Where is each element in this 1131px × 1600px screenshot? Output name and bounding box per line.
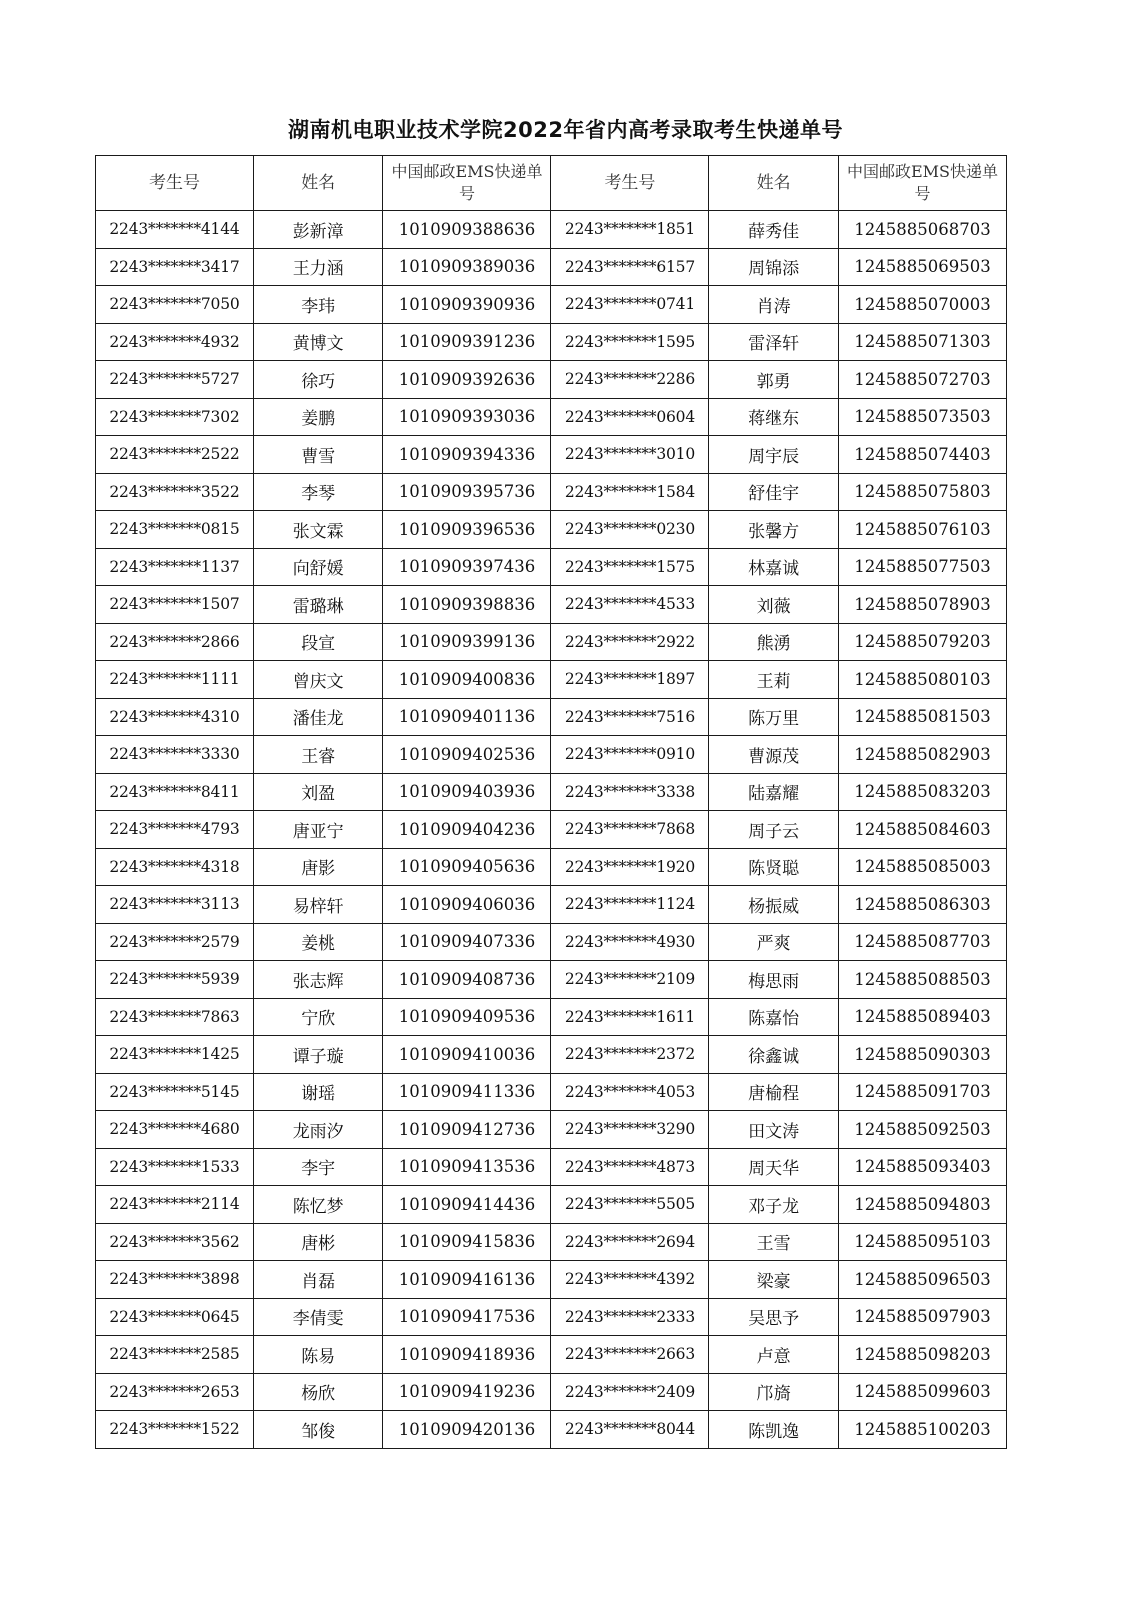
tracking-number-cell: 1010909416136 [383, 1261, 551, 1299]
tracking-number-cell: 1010909417536 [383, 1298, 551, 1336]
exam-number-cell: 2243*******4392 [551, 1261, 709, 1299]
student-name-cell: 张馨方 [709, 511, 839, 549]
tracking-number-cell: 1245885075803 [838, 473, 1006, 511]
student-name-cell: 向舒媛 [253, 548, 383, 586]
tracking-number-cell: 1245885076103 [838, 511, 1006, 549]
tracking-number-cell: 1010909410036 [383, 1036, 551, 1074]
student-name-cell: 王睿 [253, 736, 383, 774]
tracking-number-cell: 1245885072703 [838, 361, 1006, 399]
tracking-number-cell: 1245885078903 [838, 586, 1006, 624]
tracking-number-cell: 1245885088503 [838, 961, 1006, 999]
exam-number-cell: 2243*******3562 [96, 1223, 254, 1261]
tracking-number-cell: 1245885084603 [838, 811, 1006, 849]
table-row [96, 1186, 1007, 1224]
student-name-cell: 邝旖 [709, 1373, 839, 1411]
tracking-number-cell: 1010909400836 [383, 661, 551, 699]
exam-number-cell: 2243*******4932 [96, 323, 254, 361]
header-ems-tracking-number: 中国邮政EMS快递单号 [383, 156, 551, 211]
tracking-number-cell: 1245885071303 [838, 323, 1006, 361]
table-row [96, 961, 1007, 999]
exam-number-cell: 2243*******5145 [96, 1073, 254, 1111]
student-name-cell: 张文霖 [253, 511, 383, 549]
tracking-number-cell: 1245885080103 [838, 661, 1006, 699]
exam-number-cell: 2243*******2866 [96, 623, 254, 661]
exam-number-cell: 2243*******3113 [96, 886, 254, 924]
tracking-number-cell: 1245885068703 [838, 211, 1006, 249]
student-name-cell: 邓子龙 [709, 1186, 839, 1224]
exam-number-cell: 2243*******4533 [551, 586, 709, 624]
exam-number-cell: 2243*******2522 [96, 436, 254, 474]
student-name-cell: 姜鹏 [253, 398, 383, 436]
student-name-cell: 唐亚宁 [253, 811, 383, 849]
table-row [96, 286, 1007, 324]
student-name-cell: 刘薇 [709, 586, 839, 624]
tracking-number-cell: 1010909396536 [383, 511, 551, 549]
tracking-number-cell: 1010909401136 [383, 698, 551, 736]
tracking-number-cell: 1010909412736 [383, 1111, 551, 1149]
exam-number-cell: 2243*******3010 [551, 436, 709, 474]
student-name-cell: 郭勇 [709, 361, 839, 399]
tracking-number-cell: 1010909415836 [383, 1223, 551, 1261]
tracking-number-cell: 1245885081503 [838, 698, 1006, 736]
table-row [96, 398, 1007, 436]
tracking-number-cell: 1010909404236 [383, 811, 551, 849]
student-name-cell: 林嘉诚 [709, 548, 839, 586]
tracking-number-cell: 1245885074403 [838, 436, 1006, 474]
tracking-number-cell: 1010909393036 [383, 398, 551, 436]
exam-number-cell: 2243*******1595 [551, 323, 709, 361]
tracking-number-cell: 1245885098203 [838, 1336, 1006, 1374]
exam-number-cell: 2243*******2694 [551, 1223, 709, 1261]
tracking-number-cell: 1245885090303 [838, 1036, 1006, 1074]
student-name-cell: 宁欣 [253, 998, 383, 1036]
table-row [96, 661, 1007, 699]
table-row [96, 323, 1007, 361]
exam-number-cell: 2243*******2333 [551, 1298, 709, 1336]
student-name-cell: 田文涛 [709, 1111, 839, 1149]
exam-number-cell: 2243*******3338 [551, 773, 709, 811]
exam-number-cell: 2243*******1851 [551, 211, 709, 249]
table-row [96, 248, 1007, 286]
student-name-cell: 薛秀佳 [709, 211, 839, 249]
table-row [96, 1373, 1007, 1411]
exam-number-cell: 2243*******4310 [96, 698, 254, 736]
tracking-number-cell: 1010909418936 [383, 1336, 551, 1374]
exam-number-cell: 2243*******7516 [551, 698, 709, 736]
student-name-cell: 曹源茂 [709, 736, 839, 774]
header-exam-number: 考生号 [96, 156, 254, 211]
tracking-number-cell: 1245885087703 [838, 923, 1006, 961]
table-row [96, 548, 1007, 586]
exam-number-cell: 2243*******2922 [551, 623, 709, 661]
table-row [96, 698, 1007, 736]
student-name-cell: 陈易 [253, 1336, 383, 1374]
exam-number-cell: 2243*******1584 [551, 473, 709, 511]
tracking-number-cell: 1010909402536 [383, 736, 551, 774]
tracking-number-cell: 1245885082903 [838, 736, 1006, 774]
tracking-number-cell: 1010909388636 [383, 211, 551, 249]
table-row [96, 773, 1007, 811]
document-title: 湖南机电职业技术学院2022年省内高考录取考生快递单号 [288, 118, 843, 142]
student-name-cell: 陈忆梦 [253, 1186, 383, 1224]
tracking-number-cell: 1245885095103 [838, 1223, 1006, 1261]
tracking-number-cell: 1010909407336 [383, 923, 551, 961]
tracking-number-cell: 1010909389036 [383, 248, 551, 286]
tracking-number-cell: 1245885086303 [838, 886, 1006, 924]
student-name-cell: 徐鑫诚 [709, 1036, 839, 1074]
table-row [96, 473, 1007, 511]
student-name-cell: 王雪 [709, 1223, 839, 1261]
table-row [96, 1036, 1007, 1074]
student-name-cell: 舒佳宇 [709, 473, 839, 511]
tracking-number-cell: 1245885079203 [838, 623, 1006, 661]
student-name-cell: 段宣 [253, 623, 383, 661]
student-name-cell: 陈贤聪 [709, 848, 839, 886]
student-name-cell: 杨欣 [253, 1373, 383, 1411]
tracking-number-cell: 1010909392636 [383, 361, 551, 399]
table-row [96, 1111, 1007, 1149]
student-name-cell: 李琴 [253, 473, 383, 511]
exam-number-cell: 2243*******7863 [96, 998, 254, 1036]
exam-number-cell: 2243*******1124 [551, 886, 709, 924]
exam-number-cell: 2243*******1611 [551, 998, 709, 1036]
exam-number-cell: 2243*******7050 [96, 286, 254, 324]
student-name-cell: 曾庆文 [253, 661, 383, 699]
exam-number-cell: 2243*******0604 [551, 398, 709, 436]
exam-number-cell: 2243*******5505 [551, 1186, 709, 1224]
exam-number-cell: 2243*******3417 [96, 248, 254, 286]
tracking-number-cell: 1010909411336 [383, 1073, 551, 1111]
exam-number-cell: 2243*******4053 [551, 1073, 709, 1111]
table-row [96, 211, 1007, 249]
tracking-number-cell: 1245885096503 [838, 1261, 1006, 1299]
exam-number-cell: 2243*******2409 [551, 1373, 709, 1411]
exam-number-cell: 2243*******1575 [551, 548, 709, 586]
exam-number-cell: 2243*******8411 [96, 773, 254, 811]
exam-number-cell: 2243*******2579 [96, 923, 254, 961]
exam-number-cell: 2243*******2109 [551, 961, 709, 999]
exam-number-cell: 2243*******4144 [96, 211, 254, 249]
exam-number-cell: 2243*******3898 [96, 1261, 254, 1299]
table-row [96, 586, 1007, 624]
table-row [96, 436, 1007, 474]
tracking-number-cell: 1245885099603 [838, 1373, 1006, 1411]
header-student-name: 姓名 [709, 156, 839, 211]
tracking-number-cell: 1010909420136 [383, 1411, 551, 1449]
table-row [96, 361, 1007, 399]
exam-number-cell: 2243*******1533 [96, 1148, 254, 1186]
exam-number-cell: 2243*******4930 [551, 923, 709, 961]
tracking-number-cell: 1010909405636 [383, 848, 551, 886]
student-name-cell: 易梓轩 [253, 886, 383, 924]
exam-number-cell: 2243*******4318 [96, 848, 254, 886]
tracking-number-cell: 1010909391236 [383, 323, 551, 361]
table-row [96, 1261, 1007, 1299]
table-row [96, 998, 1007, 1036]
exam-number-cell: 2243*******0645 [96, 1298, 254, 1336]
student-name-cell: 蒋继东 [709, 398, 839, 436]
tracking-number-cell: 1245885092503 [838, 1111, 1006, 1149]
student-name-cell: 姜桃 [253, 923, 383, 961]
student-name-cell: 周锦添 [709, 248, 839, 286]
tracking-number-cell: 1245885091703 [838, 1073, 1006, 1111]
table-row [96, 1411, 1007, 1449]
exam-number-cell: 2243*******5939 [96, 961, 254, 999]
tracking-number-table [95, 155, 1007, 1449]
exam-number-cell: 2243*******6157 [551, 248, 709, 286]
tracking-number-cell: 1245885073503 [838, 398, 1006, 436]
exam-number-cell: 2243*******3522 [96, 473, 254, 511]
exam-number-cell: 2243*******0910 [551, 736, 709, 774]
student-name-cell: 陈凯逸 [709, 1411, 839, 1449]
tracking-number-cell: 1245885069503 [838, 248, 1006, 286]
exam-number-cell: 2243*******3290 [551, 1111, 709, 1149]
student-name-cell: 邹俊 [253, 1411, 383, 1449]
student-name-cell: 肖涛 [709, 286, 839, 324]
exam-number-cell: 2243*******2585 [96, 1336, 254, 1374]
student-name-cell: 谢瑶 [253, 1073, 383, 1111]
student-name-cell: 潘佳龙 [253, 698, 383, 736]
header-exam-number: 考生号 [551, 156, 709, 211]
tracking-number-cell: 1010909397436 [383, 548, 551, 586]
exam-number-cell: 2243*******2286 [551, 361, 709, 399]
exam-number-cell: 2243*******7868 [551, 811, 709, 849]
student-name-cell: 梅思雨 [709, 961, 839, 999]
tracking-number-cell: 1010909395736 [383, 473, 551, 511]
tracking-number-cell: 1010909419236 [383, 1373, 551, 1411]
exam-number-cell: 2243*******5727 [96, 361, 254, 399]
student-name-cell: 李玮 [253, 286, 383, 324]
exam-number-cell: 2243*******1897 [551, 661, 709, 699]
tracking-number-cell: 1245885077503 [838, 548, 1006, 586]
student-name-cell: 唐榆程 [709, 1073, 839, 1111]
tracking-number-cell: 1245885089403 [838, 998, 1006, 1036]
tracking-number-cell: 1245885083203 [838, 773, 1006, 811]
student-name-cell: 王莉 [709, 661, 839, 699]
student-name-cell: 雷璐琳 [253, 586, 383, 624]
student-name-cell: 严爽 [709, 923, 839, 961]
exam-number-cell: 2243*******4873 [551, 1148, 709, 1186]
table-row [96, 736, 1007, 774]
student-name-cell: 熊湧 [709, 623, 839, 661]
exam-number-cell: 2243*******0815 [96, 511, 254, 549]
student-name-cell: 杨振威 [709, 886, 839, 924]
student-name-cell: 曹雪 [253, 436, 383, 474]
exam-number-cell: 2243*******4680 [96, 1111, 254, 1149]
table-row [96, 848, 1007, 886]
exam-number-cell: 2243*******3330 [96, 736, 254, 774]
student-name-cell: 龙雨汐 [253, 1111, 383, 1149]
table-row [96, 511, 1007, 549]
student-name-cell: 唐影 [253, 848, 383, 886]
exam-number-cell: 2243*******1522 [96, 1411, 254, 1449]
student-name-cell: 李倩雯 [253, 1298, 383, 1336]
student-name-cell: 肖磊 [253, 1261, 383, 1299]
student-name-cell: 王力涵 [253, 248, 383, 286]
student-name-cell: 卢意 [709, 1336, 839, 1374]
tracking-number-cell: 1010909390936 [383, 286, 551, 324]
exam-number-cell: 2243*******2653 [96, 1373, 254, 1411]
student-name-cell: 黄博文 [253, 323, 383, 361]
table-row [96, 923, 1007, 961]
student-name-cell: 谭子璇 [253, 1036, 383, 1074]
tracking-number-cell: 1010909408736 [383, 961, 551, 999]
exam-number-cell: 2243*******1137 [96, 548, 254, 586]
tracking-number-cell: 1245885094803 [838, 1186, 1006, 1224]
exam-number-cell: 2243*******2663 [551, 1336, 709, 1374]
tracking-number-cell: 1010909413536 [383, 1148, 551, 1186]
exam-number-cell: 2243*******2372 [551, 1036, 709, 1074]
student-name-cell: 刘盈 [253, 773, 383, 811]
student-name-cell: 陈万里 [709, 698, 839, 736]
table-body [96, 211, 1007, 1449]
table-row [96, 1223, 1007, 1261]
tracking-number-cell: 1010909406036 [383, 886, 551, 924]
student-name-cell: 周宇辰 [709, 436, 839, 474]
exam-number-cell: 2243*******8044 [551, 1411, 709, 1449]
student-name-cell: 周子云 [709, 811, 839, 849]
student-name-cell: 彭新漳 [253, 211, 383, 249]
student-name-cell: 陈嘉怡 [709, 998, 839, 1036]
table-row [96, 1148, 1007, 1186]
student-name-cell: 陆嘉耀 [709, 773, 839, 811]
student-name-cell: 李宇 [253, 1148, 383, 1186]
tracking-number-cell: 1010909403936 [383, 773, 551, 811]
exam-number-cell: 2243*******0741 [551, 286, 709, 324]
exam-number-cell: 2243*******1920 [551, 848, 709, 886]
tracking-number-cell: 1010909409536 [383, 998, 551, 1036]
student-name-cell: 梁豪 [709, 1261, 839, 1299]
exam-number-cell: 2243*******1507 [96, 586, 254, 624]
exam-number-cell: 2243*******2114 [96, 1186, 254, 1224]
tracking-number-cell: 1010909398836 [383, 586, 551, 624]
table-row [96, 811, 1007, 849]
tracking-number-cell: 1245885070003 [838, 286, 1006, 324]
table-row [96, 623, 1007, 661]
student-name-cell: 吴思予 [709, 1298, 839, 1336]
exam-number-cell: 2243*******1111 [96, 661, 254, 699]
student-name-cell: 徐巧 [253, 361, 383, 399]
tracking-number-cell: 1010909399136 [383, 623, 551, 661]
header-student-name: 姓名 [253, 156, 383, 211]
exam-number-cell: 2243*******4793 [96, 811, 254, 849]
exam-number-cell: 2243*******0230 [551, 511, 709, 549]
student-name-cell: 张志辉 [253, 961, 383, 999]
tracking-number-cell: 1010909414436 [383, 1186, 551, 1224]
student-name-cell: 雷泽轩 [709, 323, 839, 361]
table-row [96, 886, 1007, 924]
exam-number-cell: 2243*******7302 [96, 398, 254, 436]
student-name-cell: 周天华 [709, 1148, 839, 1186]
tracking-number-cell: 1245885100203 [838, 1411, 1006, 1449]
tracking-number-cell: 1245885085003 [838, 848, 1006, 886]
exam-number-cell: 2243*******1425 [96, 1036, 254, 1074]
table-row [96, 1298, 1007, 1336]
table-row [96, 1336, 1007, 1374]
table-header-row [96, 156, 1007, 211]
tracking-number-cell: 1245885093403 [838, 1148, 1006, 1186]
student-name-cell: 唐彬 [253, 1223, 383, 1261]
header-ems-tracking-number: 中国邮政EMS快递单号 [838, 156, 1006, 211]
table-row [96, 1073, 1007, 1111]
tracking-number-cell: 1010909394336 [383, 436, 551, 474]
tracking-number-cell: 1245885097903 [838, 1298, 1006, 1336]
